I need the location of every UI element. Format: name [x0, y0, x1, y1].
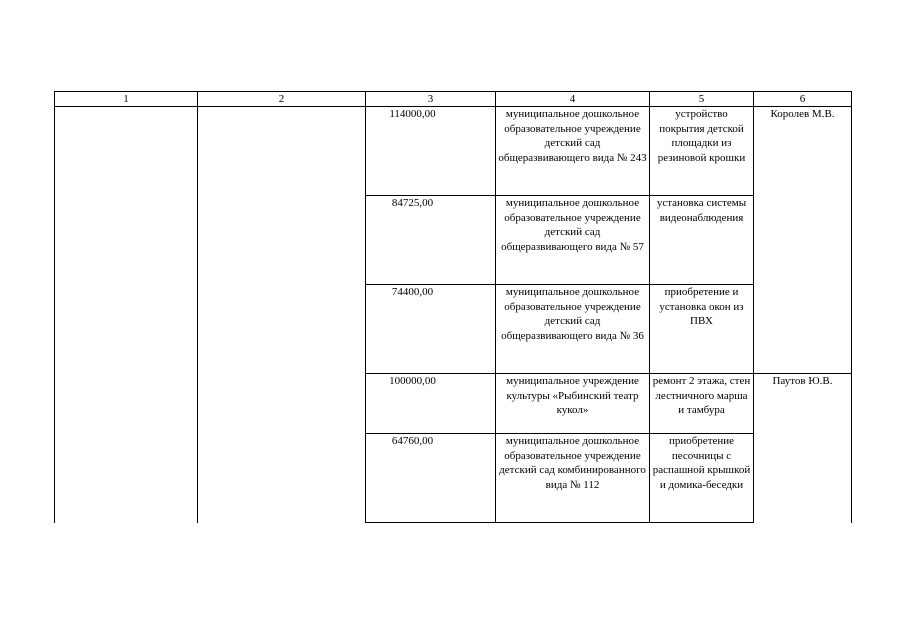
column-2-cell	[198, 107, 366, 523]
responsible-cell: Королев М.В.	[754, 107, 852, 374]
purpose-cell: ремонт 2 этажа, стен лестничного марша и тамбура	[650, 374, 754, 434]
column-header-2: 2	[198, 92, 366, 107]
column-header-3: 3	[366, 92, 496, 107]
purpose-cell: установка системы видеонаблюдения	[650, 196, 754, 285]
amount-cell: 114000,00	[366, 107, 496, 196]
institution-cell: муниципальное учреждение культуры «Рыбинский театр кукол»	[496, 374, 650, 434]
institution-cell: муниципальное дошкольное образовательное учреждение детский сад общеразвивающего вида № 57	[496, 196, 650, 285]
table-row	[55, 107, 852, 196]
purpose-cell: приобретение и установка окон из ПВХ	[650, 285, 754, 374]
table-header-row	[55, 92, 852, 107]
institution-cell: муниципальное дошкольное образовательное учреждение детский сад общеразвивающего вида № 243	[496, 107, 650, 196]
column-1-cell	[55, 107, 198, 523]
column-header-6: 6	[754, 92, 852, 107]
column-header-1: 1	[55, 92, 198, 107]
purpose-cell: приобретение песочницы с распашной крышкой и домика-беседки	[650, 434, 754, 523]
institution-cell: муниципальное дошкольное образовательное учреждение детский сад общеразвивающего вида № 36	[496, 285, 650, 374]
amount-cell: 74400,00	[366, 285, 496, 374]
institution-cell: муниципальное дошкольное образовательное учреждение детский сад комбинированного вида № 112	[496, 434, 650, 523]
funding-table	[54, 91, 852, 523]
amount-cell: 100000,00	[366, 374, 496, 434]
amount-cell: 64760,00	[366, 434, 496, 523]
purpose-cell: устройство покрытия детской площадки из резиновой крошки	[650, 107, 754, 196]
column-header-5: 5	[650, 92, 754, 107]
responsible-cell: Паутов Ю.В.	[754, 374, 852, 523]
amount-cell: 84725,00	[366, 196, 496, 285]
column-header-4: 4	[496, 92, 650, 107]
